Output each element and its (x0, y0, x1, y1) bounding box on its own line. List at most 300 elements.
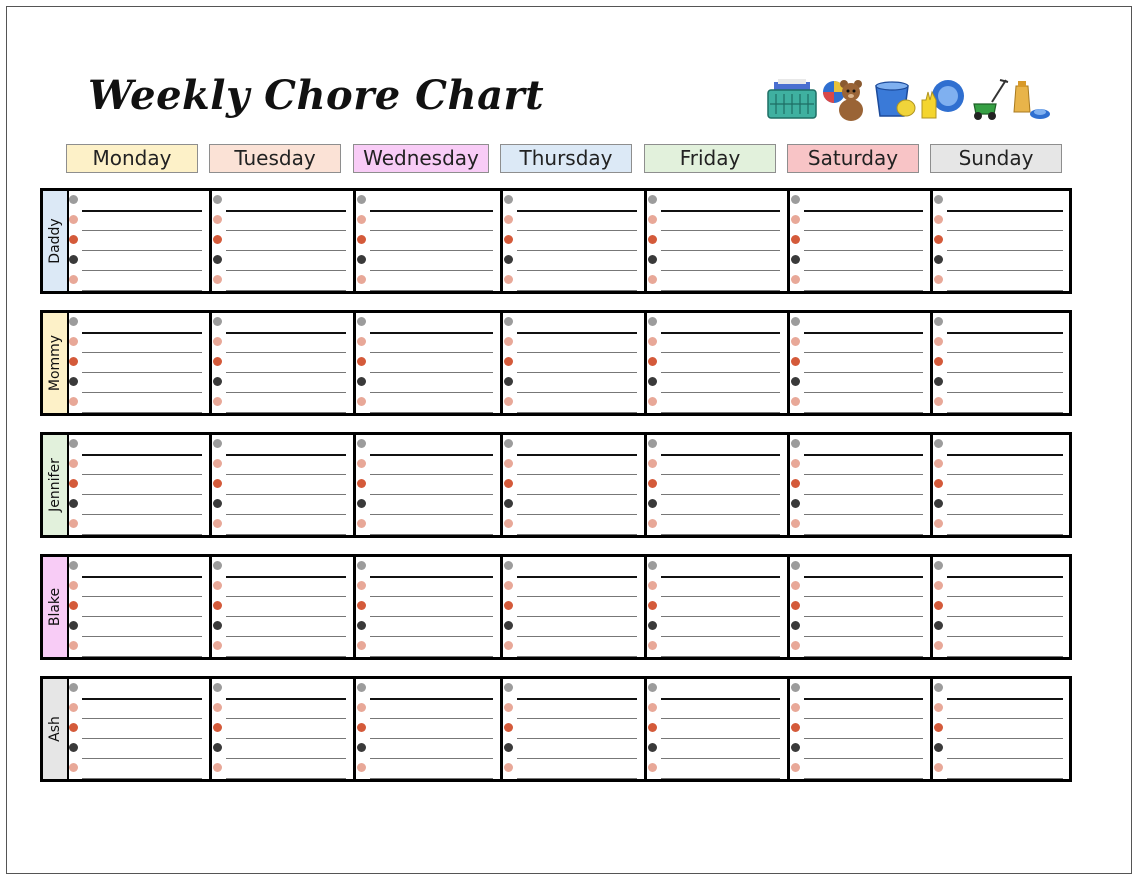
chore-line[interactable] (82, 596, 202, 597)
chore-line[interactable] (226, 352, 346, 353)
chore-line[interactable] (804, 454, 923, 456)
chore-line[interactable] (947, 616, 1063, 617)
chore-line[interactable] (517, 352, 637, 353)
chore-line[interactable] (947, 372, 1063, 373)
chore-line[interactable] (661, 210, 780, 212)
chore-line[interactable] (82, 230, 202, 231)
bullet-dot (648, 377, 657, 386)
chore-line[interactable] (947, 636, 1063, 637)
chore-line[interactable] (804, 656, 923, 657)
chore-cell-tuesday[interactable] (211, 435, 355, 535)
day-divider (930, 554, 933, 660)
bullet-dot (357, 641, 366, 650)
bullet-dot (648, 235, 657, 244)
chore-line[interactable] (226, 758, 346, 759)
bullet-dot (648, 743, 657, 752)
bullet-dot (934, 581, 943, 590)
chore-line[interactable] (82, 494, 202, 495)
chore-line[interactable] (370, 718, 493, 719)
chore-line[interactable] (226, 250, 346, 251)
chore-line[interactable] (517, 392, 637, 393)
chore-cell-saturday[interactable] (789, 435, 932, 535)
day-divider (644, 310, 647, 416)
bullet-dot (504, 357, 513, 366)
chore-line[interactable] (661, 576, 780, 578)
chore-line[interactable] (661, 778, 780, 779)
chore-line[interactable] (226, 718, 346, 719)
bullet-dot (213, 275, 222, 284)
chore-line[interactable] (661, 392, 780, 393)
chore-line[interactable] (370, 514, 493, 515)
chore-line[interactable] (82, 372, 202, 373)
chore-line[interactable] (804, 210, 923, 212)
day-header-saturday: Saturday (787, 144, 919, 173)
chore-icons (766, 78, 1056, 126)
chore-line[interactable] (370, 412, 493, 413)
chore-line[interactable] (661, 596, 780, 597)
chore-line[interactable] (517, 698, 637, 700)
bullet-dot (648, 397, 657, 406)
chore-line[interactable] (82, 534, 202, 535)
bullet-dot (791, 561, 800, 570)
chore-line[interactable] (661, 534, 780, 535)
day-divider (644, 188, 647, 294)
bullet-dot (791, 357, 800, 366)
chore-line[interactable] (661, 454, 780, 456)
bullet-dot (357, 703, 366, 712)
chore-line[interactable] (947, 392, 1063, 393)
chore-cell-tuesday[interactable] (211, 313, 355, 413)
chore-line[interactable] (661, 758, 780, 759)
bullet-dot (648, 499, 657, 508)
chore-cell-saturday[interactable] (789, 313, 932, 413)
bullet-dot (791, 377, 800, 386)
chore-cell-saturday[interactable] (789, 679, 932, 779)
chore-line[interactable] (517, 778, 637, 779)
chore-line[interactable] (661, 718, 780, 719)
bullet-dot (934, 275, 943, 284)
chore-cell-wednesday[interactable] (355, 313, 502, 413)
bullet-dot (357, 317, 366, 326)
chore-line[interactable] (226, 596, 346, 597)
chore-line[interactable] (661, 352, 780, 353)
chore-line[interactable] (804, 778, 923, 779)
bullet-dot (69, 703, 78, 712)
chore-line[interactable] (370, 372, 493, 373)
bullet-dot (357, 255, 366, 264)
chore-line[interactable] (517, 332, 637, 334)
bullet-dot (791, 621, 800, 630)
chore-line[interactable] (226, 372, 346, 373)
bullet-dot (357, 723, 366, 732)
chore-cell-monday[interactable] (67, 313, 211, 413)
chore-cell-monday[interactable] (67, 435, 211, 535)
chore-line[interactable] (947, 778, 1063, 779)
chore-line[interactable] (370, 494, 493, 495)
chore-line[interactable] (82, 352, 202, 353)
chore-line[interactable] (517, 270, 637, 271)
chore-line[interactable] (517, 412, 637, 413)
person-row-jennifer (40, 432, 1072, 538)
bullet-dot (648, 723, 657, 732)
bullet-dot (213, 499, 222, 508)
day-divider (500, 310, 503, 416)
chore-cell-saturday[interactable] (789, 557, 932, 657)
chore-cell-wednesday[interactable] (355, 435, 502, 535)
bullet-dot (69, 479, 78, 488)
chore-line[interactable] (370, 474, 493, 475)
bullet-dot (648, 459, 657, 468)
chore-line[interactable] (370, 656, 493, 657)
person-row-daddy (40, 188, 1072, 294)
chore-line[interactable] (370, 698, 493, 700)
chore-line[interactable] (226, 636, 346, 637)
chore-line[interactable] (226, 778, 346, 779)
chore-line[interactable] (517, 230, 637, 231)
chore-line[interactable] (804, 758, 923, 759)
day-divider (209, 432, 212, 538)
chore-line[interactable] (947, 332, 1063, 334)
bullet-dot (213, 763, 222, 772)
chore-line[interactable] (804, 332, 923, 334)
bullet-dot (504, 601, 513, 610)
bullet-dot (357, 499, 366, 508)
chore-line[interactable] (226, 616, 346, 617)
bullet-dot (934, 459, 943, 468)
bullet-dot (504, 519, 513, 528)
day-divider (787, 310, 790, 416)
person-row-blake (40, 554, 1072, 660)
chore-line[interactable] (517, 290, 637, 291)
bullet-dot (213, 519, 222, 528)
bullet-dot (504, 703, 513, 712)
bullet-dot (504, 255, 513, 264)
day-divider (353, 188, 356, 294)
chore-cell-thursday[interactable] (502, 435, 646, 535)
chore-line[interactable] (804, 576, 923, 578)
bullet-dot (213, 235, 222, 244)
chore-line[interactable] (370, 270, 493, 271)
chore-line[interactable] (804, 534, 923, 535)
bullet-dot (791, 479, 800, 488)
chore-line[interactable] (947, 576, 1063, 578)
chore-line[interactable] (82, 474, 202, 475)
chore-line[interactable] (370, 352, 493, 353)
chore-cell-friday[interactable] (646, 435, 789, 535)
chore-line[interactable] (947, 352, 1063, 353)
chore-line[interactable] (517, 250, 637, 251)
bullet-dot (934, 723, 943, 732)
bullet-dot (791, 601, 800, 610)
chore-line[interactable] (804, 372, 923, 373)
chore-line[interactable] (370, 454, 493, 456)
chore-line[interactable] (804, 616, 923, 617)
bullet-dot (648, 519, 657, 528)
chore-line[interactable] (517, 616, 637, 617)
chore-line[interactable] (82, 290, 202, 291)
chore-line[interactable] (661, 514, 780, 515)
chore-cell-monday[interactable] (67, 679, 211, 779)
chore-cell-tuesday[interactable] (211, 557, 355, 657)
chore-cell-tuesday[interactable] (211, 679, 355, 779)
bullet-dot (648, 215, 657, 224)
chore-line[interactable] (226, 392, 346, 393)
chore-line[interactable] (804, 230, 923, 231)
bullet-dot (504, 479, 513, 488)
chore-line[interactable] (947, 718, 1063, 719)
person-name-cell (43, 679, 69, 779)
chore-line[interactable] (517, 514, 637, 515)
chore-line[interactable] (226, 332, 346, 334)
chore-line[interactable] (661, 372, 780, 373)
chore-cell-friday[interactable] (646, 679, 789, 779)
chore-line[interactable] (82, 332, 202, 334)
bullet-dot (934, 337, 943, 346)
chore-line[interactable] (226, 514, 346, 515)
chore-cell-friday[interactable] (646, 557, 789, 657)
bullet-dot (504, 195, 513, 204)
chore-line[interactable] (370, 616, 493, 617)
chore-line[interactable] (370, 250, 493, 251)
chore-line[interactable] (517, 372, 637, 373)
chore-cell-friday[interactable] (646, 313, 789, 413)
chore-line[interactable] (82, 718, 202, 719)
chore-line[interactable] (226, 474, 346, 475)
bullet-dot (504, 377, 513, 386)
chore-line[interactable] (947, 698, 1063, 700)
chore-line[interactable] (804, 352, 923, 353)
bullet-dot (357, 215, 366, 224)
bullet-dot (648, 601, 657, 610)
bullet-dot (934, 743, 943, 752)
chore-line[interactable] (517, 718, 637, 719)
chore-cell-friday[interactable] (646, 191, 789, 291)
bullet-dot (69, 499, 78, 508)
chore-cell-thursday[interactable] (502, 679, 646, 779)
bullet-dot (791, 275, 800, 284)
chore-line[interactable] (82, 656, 202, 657)
chore-cell-thursday[interactable] (502, 313, 646, 413)
chore-cell-thursday[interactable] (502, 557, 646, 657)
chore-line[interactable] (517, 534, 637, 535)
chore-line[interactable] (661, 412, 780, 413)
bullet-dot (357, 743, 366, 752)
bullet-dot (213, 459, 222, 468)
bullet-dot (69, 763, 78, 772)
person-name-cell (43, 191, 69, 291)
chore-line[interactable] (517, 636, 637, 637)
bullet-dot (791, 763, 800, 772)
chore-line[interactable] (82, 738, 202, 739)
chore-line[interactable] (661, 698, 780, 700)
chore-line[interactable] (226, 270, 346, 271)
chore-line[interactable] (804, 412, 923, 413)
chore-cell-wednesday[interactable] (355, 191, 502, 291)
chore-line[interactable] (370, 332, 493, 334)
bullet-dot (648, 581, 657, 590)
chore-line[interactable] (947, 412, 1063, 413)
chore-line[interactable] (82, 454, 202, 456)
chore-line[interactable] (517, 758, 637, 759)
chore-line[interactable] (517, 474, 637, 475)
bullet-dot (791, 317, 800, 326)
chore-line[interactable] (947, 250, 1063, 251)
chore-line[interactable] (370, 758, 493, 759)
chore-line[interactable] (517, 596, 637, 597)
chore-line[interactable] (661, 290, 780, 291)
chore-line[interactable] (517, 656, 637, 657)
chore-line[interactable] (804, 738, 923, 739)
chore-line[interactable] (82, 392, 202, 393)
chore-line[interactable] (661, 494, 780, 495)
chore-line[interactable] (517, 454, 637, 456)
chore-line[interactable] (226, 230, 346, 231)
chore-line[interactable] (804, 698, 923, 700)
chore-line[interactable] (804, 514, 923, 515)
bullet-dot (213, 479, 222, 488)
chore-line[interactable] (661, 656, 780, 657)
chore-line[interactable] (82, 270, 202, 271)
chore-line[interactable] (82, 616, 202, 617)
chore-cell-sunday[interactable] (932, 557, 1072, 657)
chore-cell-tuesday[interactable] (211, 191, 355, 291)
chore-cell-sunday[interactable] (932, 313, 1072, 413)
chore-line[interactable] (226, 656, 346, 657)
chore-line[interactable] (517, 494, 637, 495)
chore-line[interactable] (226, 534, 346, 535)
chore-line[interactable] (82, 514, 202, 515)
chore-cell-monday[interactable] (67, 191, 211, 291)
chore-line[interactable] (804, 290, 923, 291)
bullet-dot (69, 743, 78, 752)
day-header-wednesday: Wednesday (353, 144, 489, 173)
bullet-dot (934, 641, 943, 650)
chore-cell-sunday[interactable] (932, 435, 1072, 535)
chore-line[interactable] (370, 290, 493, 291)
chore-line[interactable] (804, 250, 923, 251)
chore-cell-wednesday[interactable] (355, 679, 502, 779)
chore-line[interactable] (661, 332, 780, 334)
bullet-dot (934, 255, 943, 264)
chore-line[interactable] (370, 596, 493, 597)
chore-line[interactable] (804, 270, 923, 271)
chore-line[interactable] (82, 636, 202, 637)
chore-line[interactable] (947, 230, 1063, 231)
chore-line[interactable] (82, 576, 202, 578)
chore-line[interactable] (82, 250, 202, 251)
bullet-dot (69, 397, 78, 406)
chore-line[interactable] (370, 778, 493, 779)
chore-line[interactable] (661, 270, 780, 271)
lawn-mower-icon (970, 78, 1010, 122)
day-divider (787, 676, 790, 782)
chore-line[interactable] (82, 698, 202, 700)
bullet-dot (791, 439, 800, 448)
chore-line[interactable] (804, 596, 923, 597)
chore-line[interactable] (370, 230, 493, 231)
chore-line[interactable] (226, 494, 346, 495)
chore-cell-thursday[interactable] (502, 191, 646, 291)
chore-line[interactable] (370, 392, 493, 393)
chore-line[interactable] (82, 412, 202, 413)
bullet-dot (69, 683, 78, 692)
chore-line[interactable] (804, 718, 923, 719)
person-name: Daddy (47, 218, 63, 264)
chore-line[interactable] (370, 738, 493, 739)
chore-line[interactable] (226, 698, 346, 700)
bullet-dot (504, 275, 513, 284)
chore-line[interactable] (947, 454, 1063, 456)
chore-line[interactable] (82, 778, 202, 779)
bullet-dot (213, 439, 222, 448)
chore-line[interactable] (804, 474, 923, 475)
chore-line[interactable] (661, 636, 780, 637)
chore-line[interactable] (82, 758, 202, 759)
chore-line[interactable] (947, 210, 1063, 212)
chore-cell-wednesday[interactable] (355, 557, 502, 657)
chore-line[interactable] (370, 210, 493, 212)
chore-line[interactable] (804, 636, 923, 637)
chore-line[interactable] (517, 576, 637, 578)
chore-line[interactable] (226, 290, 346, 291)
chore-line[interactable] (370, 576, 493, 578)
chore-line[interactable] (947, 534, 1063, 535)
bullet-dot (504, 641, 513, 650)
chore-line[interactable] (226, 412, 346, 413)
chore-line[interactable] (661, 738, 780, 739)
chore-line[interactable] (661, 250, 780, 251)
chore-line[interactable] (947, 290, 1063, 291)
chore-line[interactable] (370, 534, 493, 535)
chore-cell-sunday[interactable] (932, 191, 1072, 291)
person-name-cell (43, 313, 69, 413)
chore-line[interactable] (804, 392, 923, 393)
chore-line[interactable] (226, 210, 346, 212)
bullet-dot (213, 561, 222, 570)
bullet-dot (504, 459, 513, 468)
chore-cell-sunday[interactable] (932, 679, 1072, 779)
day-divider (209, 188, 212, 294)
chore-line[interactable] (661, 230, 780, 231)
chore-line[interactable] (947, 474, 1063, 475)
chore-line[interactable] (661, 474, 780, 475)
chore-line[interactable] (947, 738, 1063, 739)
chore-line[interactable] (226, 454, 346, 456)
chore-line[interactable] (947, 270, 1063, 271)
chore-line[interactable] (517, 738, 637, 739)
cleaning-supplies-icon (1012, 78, 1052, 122)
chore-line[interactable] (226, 576, 346, 578)
person-name: Ash (47, 716, 63, 742)
bullet-dot (69, 357, 78, 366)
bullet-dot (69, 519, 78, 528)
chore-cell-monday[interactable] (67, 557, 211, 657)
bullet-dot (504, 581, 513, 590)
chore-line[interactable] (947, 596, 1063, 597)
chore-line[interactable] (947, 494, 1063, 495)
chore-line[interactable] (661, 616, 780, 617)
chore-line[interactable] (226, 738, 346, 739)
chore-line[interactable] (804, 494, 923, 495)
chore-cell-saturday[interactable] (789, 191, 932, 291)
chore-line[interactable] (947, 758, 1063, 759)
chore-line[interactable] (517, 210, 637, 212)
chore-line[interactable] (82, 210, 202, 212)
bullet-dot (934, 317, 943, 326)
chore-line[interactable] (370, 636, 493, 637)
chore-line[interactable] (947, 514, 1063, 515)
chore-line[interactable] (947, 656, 1063, 657)
